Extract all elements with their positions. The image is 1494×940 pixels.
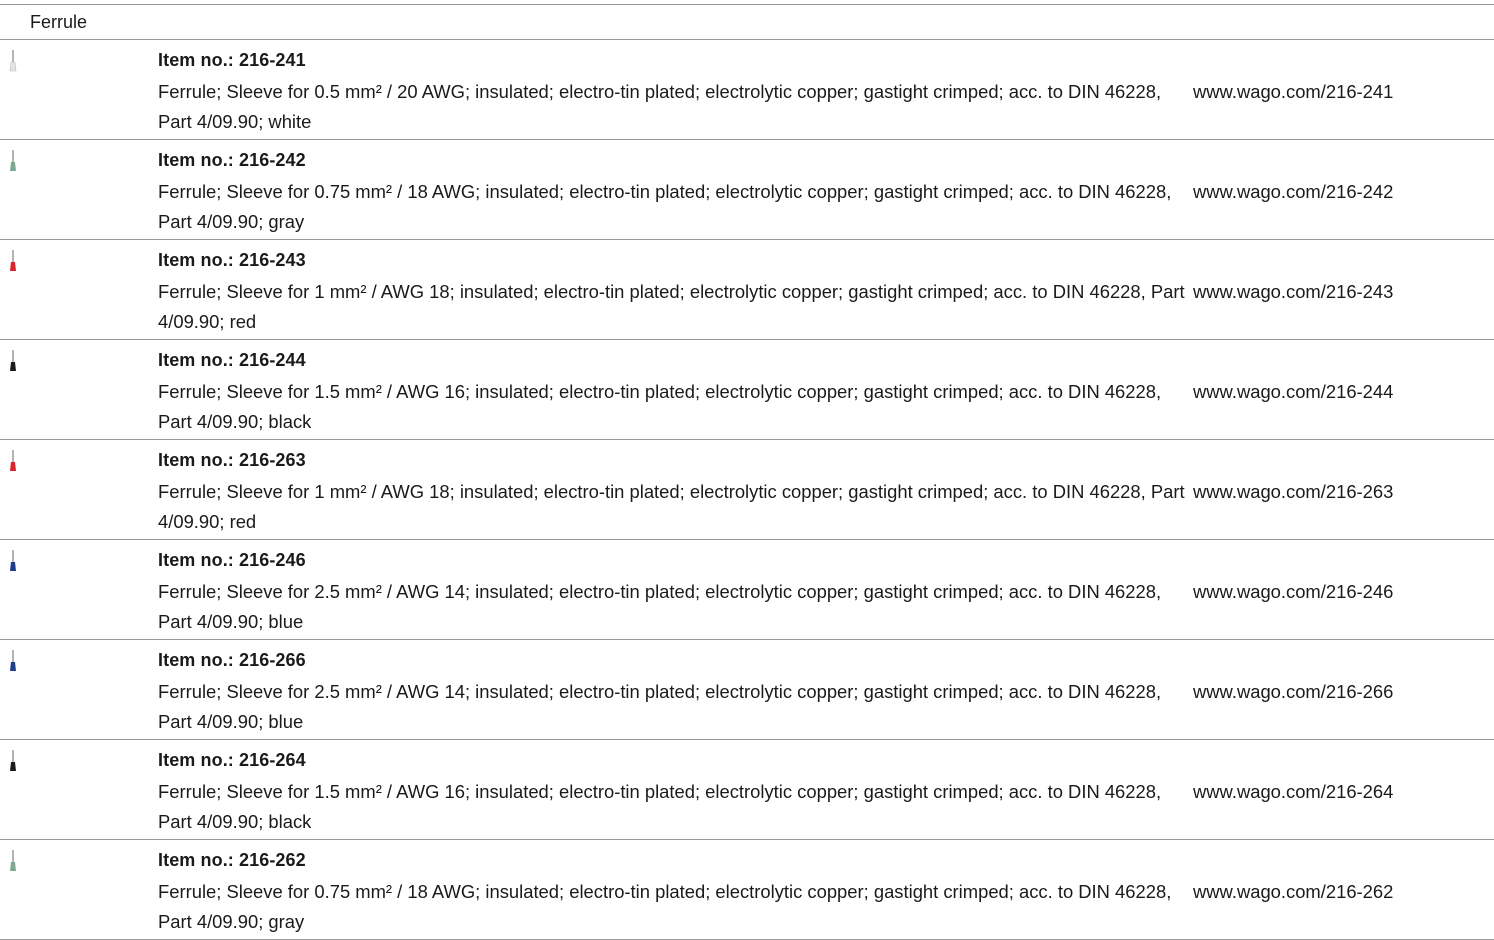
item-number: Item no.: 216-244 [158, 350, 306, 370]
product-link[interactable]: www.wago.com/216-246 [1193, 581, 1394, 602]
item-description: Ferrule; Sleeve for 1 mm² / AWG 18; insulated; electro-tin plated; electrolytic copper; gastight crimped; acc. to DIN 46228, Part 4/09.90; red [158, 481, 1185, 532]
item-number: Item no.: 216-242 [158, 150, 306, 170]
ferrule-blue-icon [8, 650, 18, 672]
section-title: Ferrule [30, 12, 88, 32]
ferrule-red-icon [8, 450, 18, 472]
ferrule-black-icon [8, 750, 18, 772]
item-number: Item no.: 216-246 [158, 550, 306, 570]
ferrule-red-icon [8, 250, 18, 272]
ferrule-gray-icon [8, 850, 18, 872]
item-description: Ferrule; Sleeve for 1.5 mm² / AWG 16; insulated; electro-tin plated; electrolytic copper; gastight crimped; acc. to DIN 46228, Part 4/09.90; black [158, 781, 1162, 832]
item-description: Ferrule; Sleeve for 2.5 mm² / AWG 14; insulated; electro-tin plated; electrolytic copper; gastight crimped; acc. to DIN 46228, Part 4/09.90; blue [158, 681, 1162, 732]
ferrule-blue-icon [8, 550, 18, 572]
item-number: Item no.: 216-243 [158, 250, 306, 270]
product-link[interactable]: www.wago.com/216-262 [1193, 881, 1394, 902]
section-header [0, 4, 1494, 40]
item-row [0, 540, 1494, 640]
item-description: Ferrule; Sleeve for 1 mm² / AWG 18; insulated; electro-tin plated; electrolytic copper; gastight crimped; acc. to DIN 46228, Part 4/09.90; red [158, 281, 1185, 332]
product-link[interactable]: www.wago.com/216-244 [1193, 381, 1394, 402]
ferrule-black-icon [8, 350, 18, 372]
item-row [0, 440, 1494, 540]
product-link[interactable]: www.wago.com/216-264 [1193, 781, 1394, 802]
item-row [0, 40, 1494, 140]
item-row [0, 740, 1494, 840]
item-number: Item no.: 216-266 [158, 650, 306, 670]
item-row [0, 840, 1494, 940]
item-row [0, 140, 1494, 240]
item-row [0, 340, 1494, 440]
product-link[interactable]: www.wago.com/216-242 [1193, 181, 1394, 202]
item-description: Ferrule; Sleeve for 0.75 mm² / 18 AWG; insulated; electro-tin plated; electrolytic copper; gastight crimped; acc. to DIN 46228, Part 4/09.90; gray [158, 181, 1172, 232]
ferrule-gray-icon [8, 150, 18, 172]
item-row [0, 240, 1494, 340]
item-description: Ferrule; Sleeve for 0.5 mm² / 20 AWG; insulated; electro-tin plated; electrolytic copper; gastight crimped; acc. to DIN 46228, Part 4/09.90; white [158, 81, 1162, 132]
item-description: Ferrule; Sleeve for 1.5 mm² / AWG 16; insulated; electro-tin plated; electrolytic copper; gastight crimped; acc. to DIN 46228, Part 4/09.90; black [158, 381, 1162, 432]
product-link[interactable]: www.wago.com/216-266 [1193, 681, 1394, 702]
item-row [0, 640, 1494, 740]
product-link[interactable]: www.wago.com/216-263 [1193, 481, 1394, 502]
product-link[interactable]: www.wago.com/216-241 [1193, 81, 1394, 102]
item-number: Item no.: 216-264 [158, 750, 306, 770]
item-rows [0, 40, 1494, 940]
item-number: Item no.: 216-263 [158, 450, 306, 470]
item-description: Ferrule; Sleeve for 2.5 mm² / AWG 14; insulated; electro-tin plated; electrolytic copper; gastight crimped; acc. to DIN 46228, Part 4/09.90; blue [158, 581, 1162, 632]
item-description: Ferrule; Sleeve for 0.75 mm² / 18 AWG; insulated; electro-tin plated; electrolytic copper; gastight crimped; acc. to DIN 46228, Part 4/09.90; gray [158, 881, 1172, 932]
item-number: Item no.: 216-262 [158, 850, 306, 870]
ferrule-white-icon [8, 50, 18, 72]
product-link[interactable]: www.wago.com/216-243 [1193, 281, 1394, 302]
item-number: Item no.: 216-241 [158, 50, 306, 70]
